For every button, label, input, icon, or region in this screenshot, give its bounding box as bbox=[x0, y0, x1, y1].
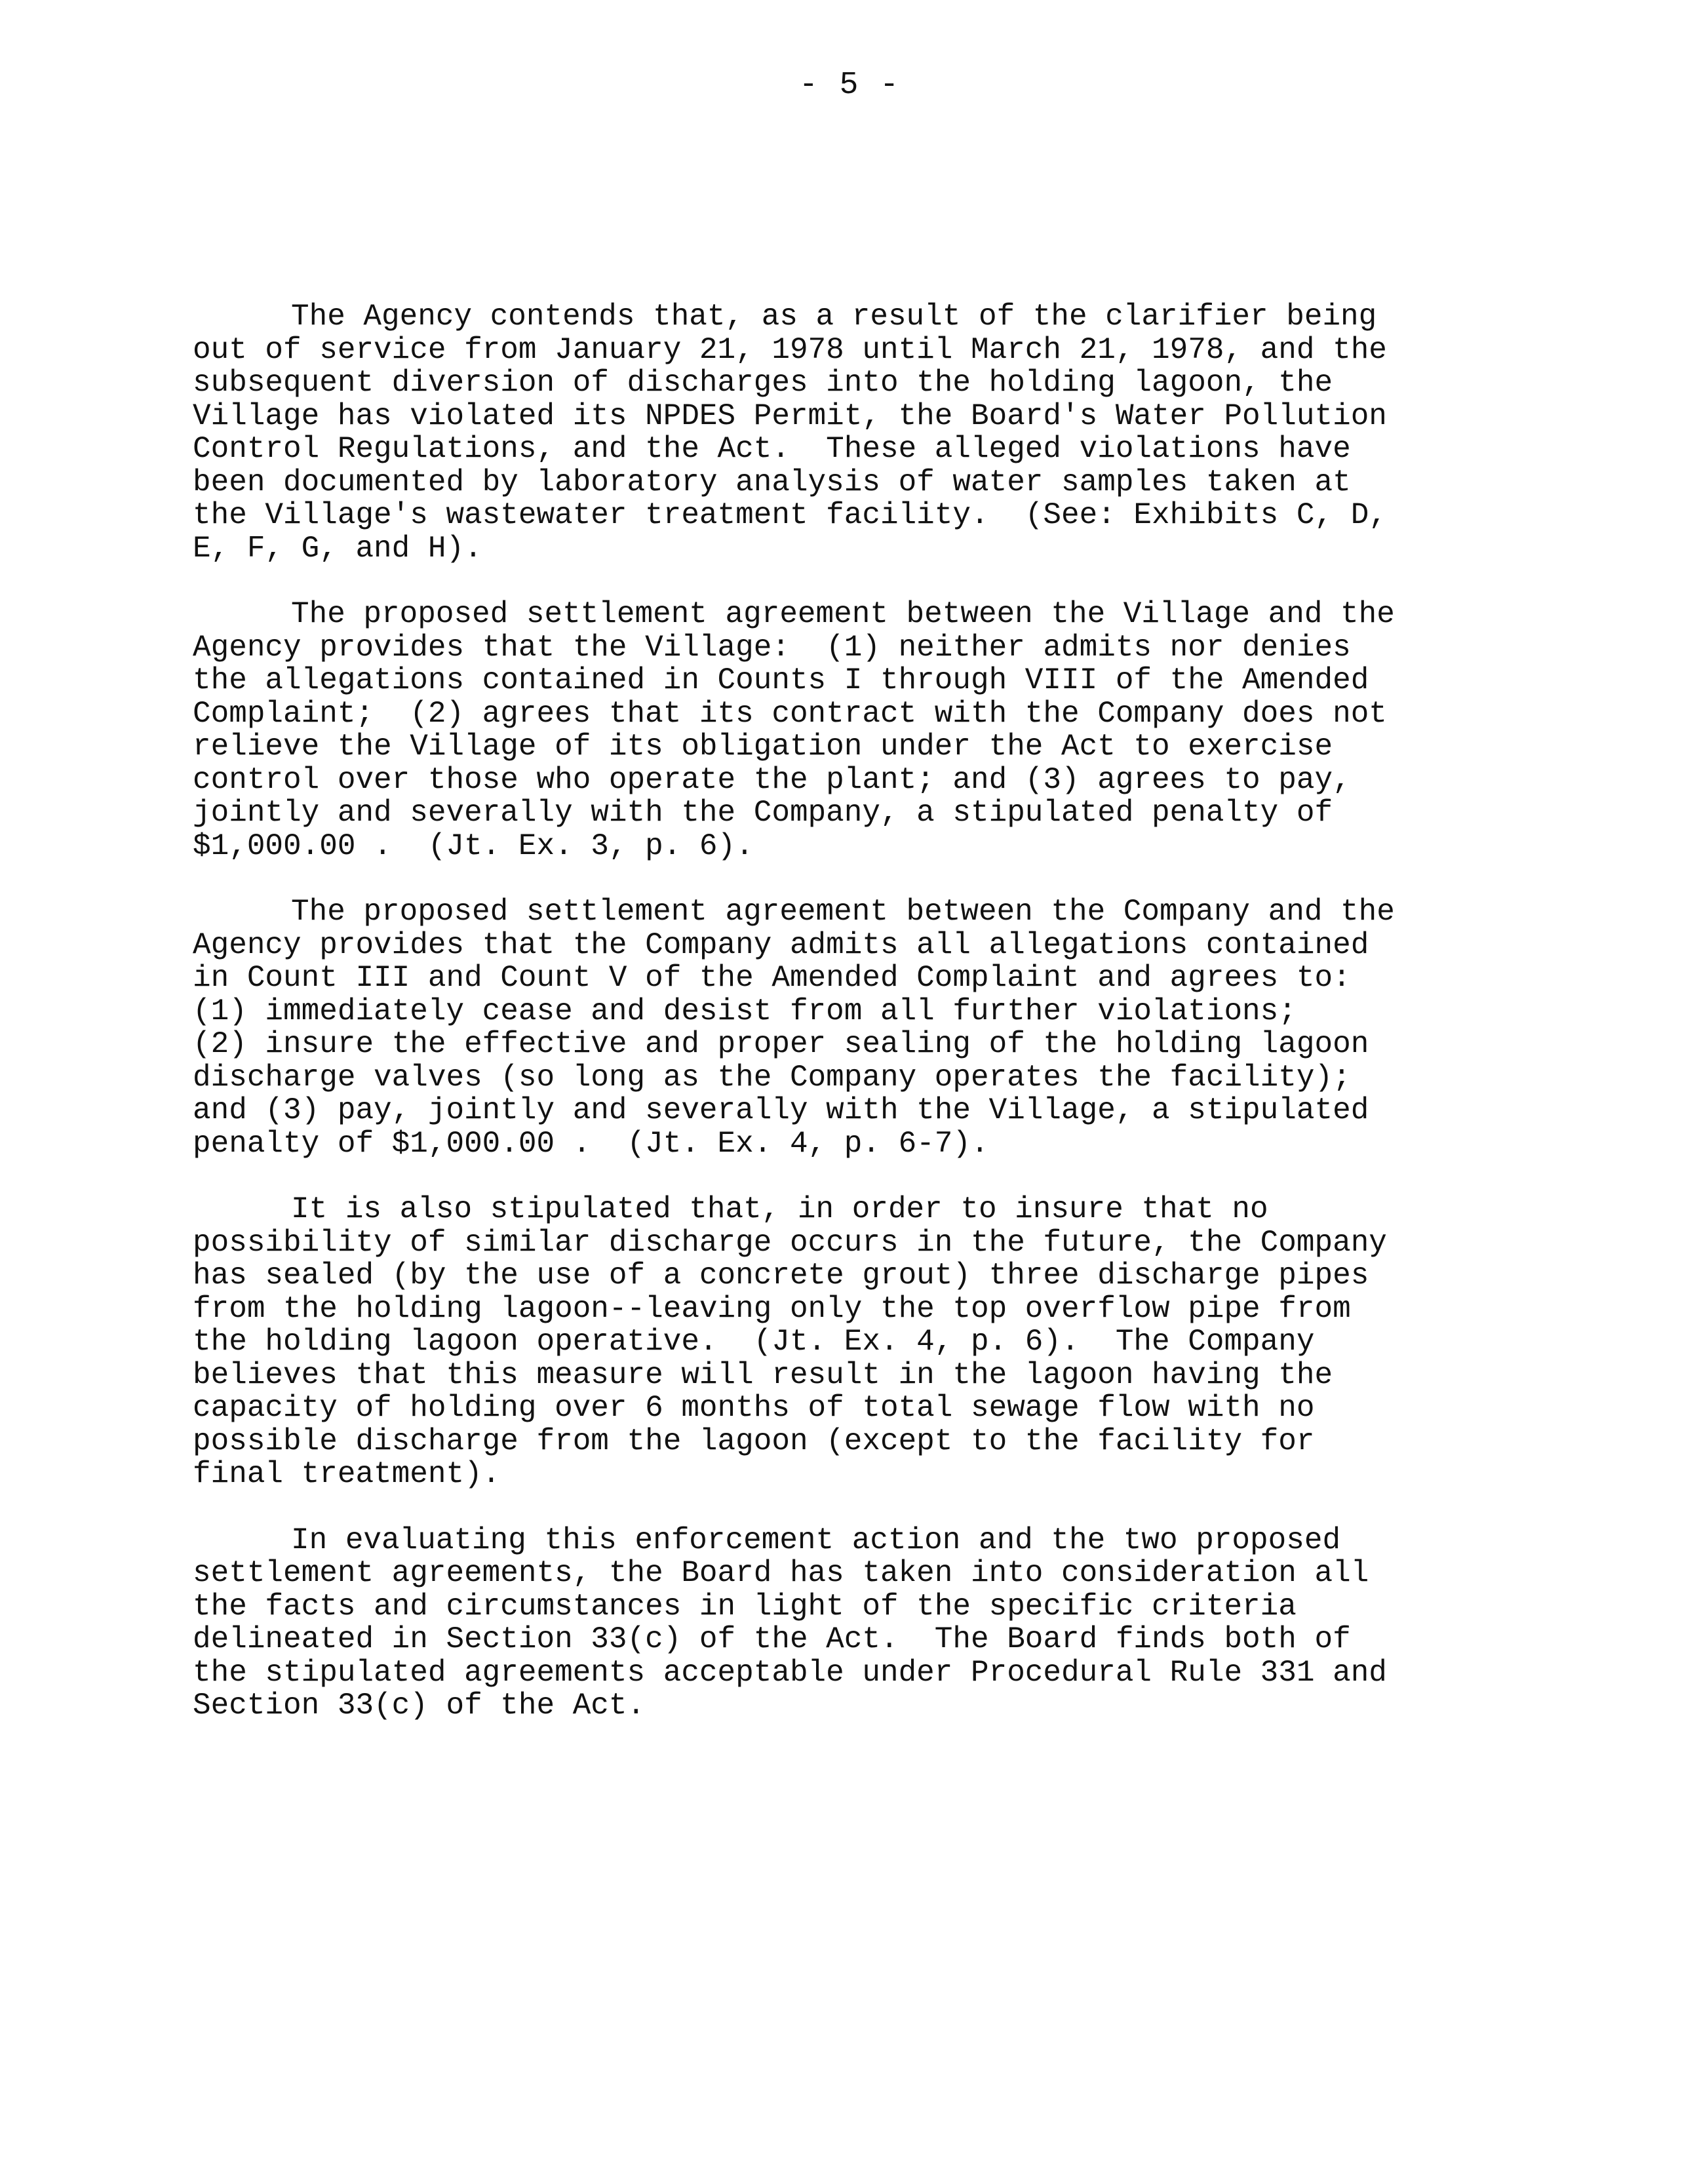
text-line: jointly and severally with the Company, a stipulated penalty of bbox=[193, 796, 1333, 830]
text-line: Control Regulations, and the Act. These alleged violations have bbox=[193, 432, 1351, 466]
text-line: the allegations contained in Counts I through VIII of the Amended bbox=[193, 663, 1369, 697]
text-line: In evaluating this enforcement action and the two proposed bbox=[291, 1523, 1341, 1557]
text-line: penalty of $1,000.00 . (Jt. Ex. 4, p. 6-7). bbox=[193, 1126, 989, 1161]
text-line: settlement agreements, the Board has taken into consideration all bbox=[193, 1556, 1369, 1590]
text-line: possibility of similar discharge occurs in the future, the Company bbox=[193, 1225, 1387, 1260]
text-line: capacity of holding over 6 months of total sewage flow with no bbox=[193, 1391, 1315, 1425]
paragraph-board-evaluation bbox=[193, 1524, 1543, 1723]
paragraph-village-settlement bbox=[193, 598, 1543, 863]
text-line: control over those who operate the plant; and (3) agrees to pay, bbox=[193, 762, 1351, 797]
text-line: the facts and circumstances in light of the specific criteria bbox=[193, 1589, 1297, 1624]
text-line: delineated in Section 33(c) of the Act. The Board finds both of bbox=[193, 1622, 1351, 1656]
paragraph-stipulation bbox=[193, 1193, 1543, 1491]
text-line: The proposed settlement agreement between the Village and the bbox=[291, 597, 1395, 631]
text-line: It is also stipulated that, in order to insure that no bbox=[291, 1192, 1268, 1226]
paragraph-company-settlement bbox=[193, 895, 1543, 1160]
text-line: out of service from January 21, 1978 until March 21, 1978, and the bbox=[193, 332, 1387, 367]
text-line: $1,000.00 . (Jt. Ex. 3, p. 6). bbox=[193, 829, 754, 863]
text-line: discharge valves (so long as the Company operates the facility); bbox=[193, 1060, 1351, 1095]
text-line: (2) insure the effective and proper sealing of the holding lagoon bbox=[193, 1027, 1369, 1061]
text-line: relieve the Village of its obligation under the Act to exercise bbox=[193, 730, 1333, 764]
text-line: subsequent diversion of discharges into the holding lagoon, the bbox=[193, 366, 1333, 400]
text-line: possible discharge from the lagoon (except to the facility for bbox=[193, 1424, 1315, 1458]
paragraph-agency-contention bbox=[193, 300, 1543, 565]
document-body bbox=[193, 300, 1543, 1755]
text-line: from the holding lagoon--leaving only the top overflow pipe from bbox=[193, 1291, 1351, 1326]
text-line: in Count III and Count V of the Amended Complaint and agrees to: bbox=[193, 961, 1351, 995]
text-line: Agency provides that the Village: (1) neither admits nor denies bbox=[193, 630, 1351, 665]
text-line: Section 33(c) of the Act. bbox=[193, 1688, 646, 1723]
text-line: The Agency contends that, as a result of the clarifier being bbox=[291, 300, 1377, 334]
text-line: Complaint; (2) agrees that its contract with the Company does not bbox=[193, 696, 1387, 731]
text-line: Village has violated its NPDES Permit, the Board's Water Pollution bbox=[193, 399, 1387, 433]
text-line: been documented by laboratory analysis of water samples taken at bbox=[193, 465, 1351, 499]
text-line: E, F, G, and H). bbox=[193, 531, 482, 566]
text-line: has sealed (by the use of a concrete grout) three discharge pipes bbox=[193, 1258, 1369, 1293]
text-line: Agency provides that the Company admits all allegations contained bbox=[193, 927, 1369, 962]
text-line: final treatment). bbox=[193, 1457, 501, 1491]
text-line: The proposed settlement agreement between the Company and the bbox=[291, 895, 1395, 929]
text-line: (1) immediately cease and desist from all further violations; bbox=[193, 994, 1297, 1028]
page-number: - 5 - bbox=[798, 68, 901, 103]
text-line: the stipulated agreements acceptable under Procedural Rule 331 and bbox=[193, 1655, 1387, 1690]
text-line: the holding lagoon operative. (Jt. Ex. 4, p. 6). The Company bbox=[193, 1325, 1315, 1359]
text-line: believes that this measure will result in the lagoon having the bbox=[193, 1357, 1333, 1392]
text-line: and (3) pay, jointly and severally with the Village, a stipulated bbox=[193, 1093, 1369, 1127]
text-line: the Village's wastewater treatment facility. (See: Exhibits C, D, bbox=[193, 498, 1387, 532]
